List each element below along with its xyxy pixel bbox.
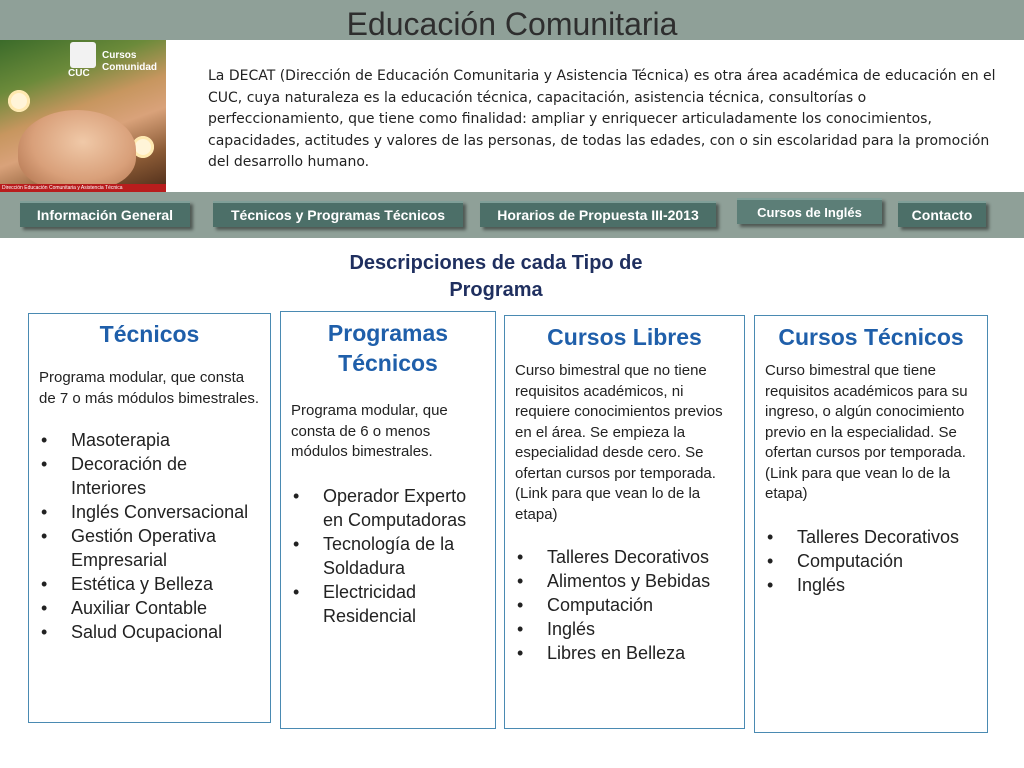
page-title: Educación Comunitaria	[346, 6, 678, 42]
list-item: • Electricidad Residencial	[291, 580, 489, 628]
card-title: Técnicos	[99, 321, 200, 347]
flower-decoration	[8, 90, 30, 112]
intro-text: La DECAT (Dirección de Educación Comunitaria y Asistencia Técnica) es otra área académica de educación en el CUC, cuya naturaleza es la educación técnica, capacitación, asistencia técnica, consultorías o perfeccionamiento, que tiene como finalidad: ampliar y enriquecer articuladamente los conocimientos, capacidades, actitudes y valores de las personas, de todas las edades, con o sin escolaridad para la promoción del desarrollo humano.	[208, 68, 996, 170]
card-title: Cursos Libres	[547, 324, 702, 350]
list-item: • Inglés	[515, 617, 738, 641]
title-bar	[0, 0, 1024, 40]
card-list	[515, 545, 738, 665]
card-description: Curso bimestral que tiene requisitos académicos para su ingreso, o algún conocimiento previo en la especialidad. Se ofertan cursos por temporada. (Link para que vean lo de la etapa)	[765, 362, 968, 502]
banner-footer: Dirección Educación Comunitaria y Asistencia Técnica	[0, 184, 166, 192]
card-cursos-libres	[504, 315, 745, 729]
card-programas-tecnicos	[280, 311, 496, 729]
list-item: • Computación	[765, 549, 981, 573]
list-item: • Estética y Belleza	[39, 572, 264, 596]
list-item: • Auxiliar Contable	[39, 596, 264, 620]
section-title: Descripciones de cada Tipo de Programa	[349, 252, 643, 301]
list-item: • Libres en Belleza	[515, 641, 738, 665]
list-item: • Computación	[515, 593, 738, 617]
card-list	[765, 525, 981, 597]
list-item: • Inglés Conversacional	[39, 500, 264, 524]
list-item: • Inglés	[765, 573, 981, 597]
card-description: Curso bimestral que no tiene requisitos académicos, ni requiere conocimientos previos en el área. Se empieza la especialidad desde cero. Se ofertan cursos por temporada. (Link para que vean lo de la etapa)	[515, 362, 723, 523]
nav-horarios[interactable]: Horarios de Propuesta III-2013	[480, 201, 716, 227]
list-item: • Tecnología de la Soldadura	[291, 532, 489, 580]
list-item: • Salud Ocupacional	[39, 620, 264, 644]
nav-tecnicos-programas[interactable]: Técnicos y Programas Técnicos	[213, 201, 463, 227]
nav-informacion-general[interactable]: Información General	[20, 201, 190, 227]
card-list	[39, 428, 264, 644]
spa-photo	[18, 110, 136, 190]
list-item: • Gestión Operativa Empresarial	[39, 524, 264, 572]
list-item: • Decoración de Interiores	[39, 452, 264, 500]
nav-cursos-ingles[interactable]: Cursos de Inglés	[737, 198, 882, 224]
card-list	[291, 484, 489, 628]
nav-bar	[0, 192, 1024, 238]
cuc-logo-icon	[70, 42, 96, 68]
card-title: Cursos Técnicos	[778, 324, 964, 350]
banner-caption: Cursos Comunidad	[102, 50, 157, 73]
card-description: Programa modular, que consta de 6 o menos módulos bimestrales.	[291, 402, 448, 460]
list-item: • Alimentos y Bebidas	[515, 569, 738, 593]
list-item: • Masoterapia	[39, 428, 264, 452]
card-tecnicos	[28, 313, 271, 723]
banner-image	[0, 40, 166, 192]
card-description: Programa modular, que consta de 7 o más módulos bimestrales.	[39, 369, 260, 407]
list-item: • Talleres Decorativos	[515, 545, 738, 569]
nav-contacto[interactable]: Contacto	[898, 201, 986, 227]
list-item: • Operador Experto en Computadoras	[291, 484, 489, 532]
banner-logo-text: CUC	[68, 68, 90, 79]
card-title: Programas Técnicos	[327, 320, 449, 376]
card-cursos-tecnicos	[754, 315, 988, 733]
list-item: • Talleres Decorativos	[765, 525, 981, 549]
